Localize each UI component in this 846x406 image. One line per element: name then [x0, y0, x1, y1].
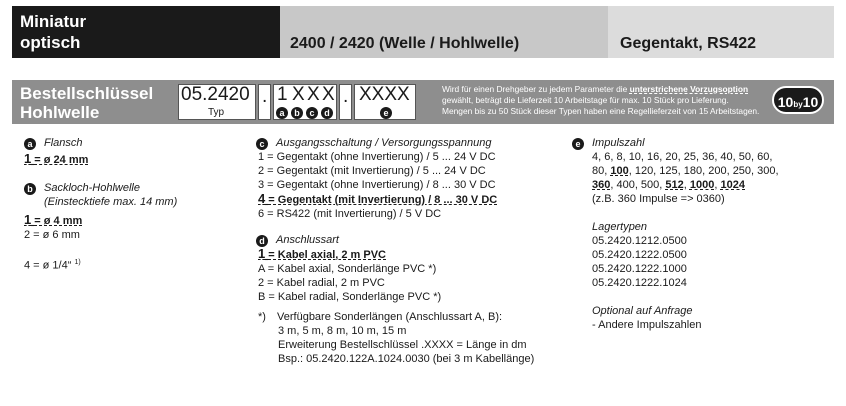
marker-c-icon: c — [306, 107, 318, 119]
logo-mid: by — [793, 100, 803, 109]
optional-heading: Optional auf Anfrage — [592, 305, 693, 317]
pulses-default-360: 360 — [592, 179, 611, 191]
output-opt4-text: = Gegentakt (mit Invertierung) / 8 ... 30 V DC — [268, 194, 498, 206]
shaft-opt2: 2 = ø 6 mm — [24, 229, 80, 241]
type-label: Typ — [208, 107, 225, 118]
marker-a-icon: a — [24, 138, 36, 150]
suffix-code: XXXX — [359, 84, 410, 105]
output-opt6: 6 = RS422 (mit Invertierung) / 5 V DC — [258, 208, 442, 220]
delivery-info — [442, 84, 762, 117]
dot-2: . — [343, 86, 349, 107]
type-code: 05.2420 — [181, 84, 250, 105]
connection-opt1-code: 1 — [258, 246, 266, 261]
placeholder-b: X — [292, 84, 305, 105]
note-line2: 3 m, 5 m, 8 m, 10 m, 15 m — [278, 325, 407, 337]
column-pulses — [572, 136, 834, 332]
output-title: Gegentakt, RS422 — [620, 35, 757, 52]
pulses-default-1000: 1000 — [689, 179, 715, 191]
dot-box-2 — [339, 84, 352, 120]
column-flange-shaft — [24, 136, 234, 273]
stock-type-3: 05.2420.1222.1000 — [592, 263, 687, 275]
info-line1: Wird für einen Drehgeber zu jedem Parameter die — [442, 84, 628, 94]
pulses-default-1024: 1024 — [720, 179, 745, 191]
suffix-box — [354, 84, 416, 120]
flange-heading: Flansch — [44, 137, 83, 149]
output-opt1: 1 = Gegentakt (ohne Invertierung) / 5 ... 24 V DC — [258, 151, 496, 163]
pulses-l2-a: 80, — [592, 165, 608, 177]
pulses-l3-b: , 400, 500, — [610, 179, 663, 191]
fixed-digit: 1 — [277, 84, 288, 105]
model-title: 2400 / 2420 (Welle / Hohlwelle) — [290, 35, 520, 52]
logo-right: 10 — [802, 94, 819, 110]
ten-by-ten-logo — [772, 86, 824, 114]
note-line1: Verfügbare Sonderlängen (Anschlussart A, B): — [277, 311, 503, 323]
marker-b-icon: b — [291, 107, 303, 119]
output-header — [608, 6, 834, 58]
marker-d-icon: d — [256, 235, 268, 247]
pulses-default-512: 512 — [665, 179, 684, 191]
stock-type-1: 05.2420.1212.0500 — [592, 235, 687, 247]
flange-opt1-code: 1 — [24, 151, 32, 166]
type-code-box — [178, 84, 256, 120]
shaft-subheading: (Einstecktiefe max. 14 mm) — [44, 196, 178, 208]
marker-a-icon: a — [276, 107, 288, 119]
marker-e-icon: e — [572, 138, 584, 150]
optional-item-1: - Andere Impulszahlen — [592, 319, 702, 331]
info-emphasis: unterstrichene Vorzugsoption — [629, 84, 749, 94]
shaft-opt1-code: 1 — [24, 212, 32, 227]
category-line2: optisch — [20, 33, 81, 52]
note-mark: *) — [258, 311, 266, 323]
order-key-title — [20, 84, 153, 122]
category-header — [12, 6, 280, 58]
dot-box-1 — [258, 84, 271, 120]
dot-1: . — [262, 86, 268, 107]
output-opt2: 2 = Gegentakt (mit Invertierung) / 5 ... 24 V DC — [258, 165, 486, 177]
connection-opt1-text: = Kabel axial, 2 m PVC — [268, 249, 386, 261]
stock-heading: Lagertypen — [592, 221, 648, 233]
marker-c-icon: c — [256, 138, 268, 150]
stock-type-4: 05.2420.1222.1024 — [592, 277, 687, 289]
stock-type-2: 05.2420.1222.0500 — [592, 249, 687, 261]
shaft-opt4-note: 1) — [74, 259, 81, 266]
connection-heading: Anschlussart — [276, 234, 339, 246]
pulses-heading: Impulszahl — [592, 137, 645, 149]
model-header — [280, 6, 608, 58]
marker-e-icon: e — [380, 107, 392, 119]
note-line3: Erweiterung Bestellschlüssel .XXXX = Länge in dm — [278, 339, 527, 351]
pulses-l3-f: , — [714, 179, 718, 191]
options-box — [273, 84, 337, 120]
placeholder-c: X — [307, 84, 320, 105]
output-opt4-code: 4 — [258, 191, 266, 206]
marker-d-icon: d — [321, 107, 333, 119]
order-key-title-line2: Hohlwelle — [20, 103, 100, 122]
shaft-opt1-text: = ø 4 mm — [34, 215, 83, 227]
info-line2: gewählt, beträgt die Lieferzeit 10 Arbeitstage für max. 10 Stück pro Lieferung. — [442, 95, 729, 105]
category-line1: Miniatur — [20, 12, 87, 31]
connection-optA: A = Kabel axial, Sonderlänge PVC *) — [258, 263, 437, 275]
info-line3: Mengen bis zu 50 Stück dieser Typen haben eine Regellieferzeit von 15 Arbeitstagen. — [442, 106, 760, 116]
marker-b-icon: b — [24, 183, 36, 195]
connection-opt2: 2 = Kabel radial, 2 m PVC — [258, 277, 385, 289]
order-key-title-line1: Bestellschlüssel — [20, 84, 154, 103]
pulses-example: (z.B. 360 Impulse => 0360) — [592, 193, 725, 205]
pulses-l2-c: , 120, 125, 180, 200, 250, 300, — [628, 165, 779, 177]
flange-opt1-text: = ø 24 mm — [34, 154, 89, 166]
pulses-l3-d: , — [683, 179, 687, 191]
output-heading: Ausgangsschaltung / Versorgungsspannung — [276, 137, 492, 149]
connection-optB: B = Kabel radial, Sonderlänge PVC *) — [258, 291, 442, 303]
shaft-heading: Sackloch-Hohlwelle — [44, 182, 140, 194]
pulses-line1: 4, 6, 8, 10, 16, 20, 25, 36, 40, 50, 60, — [592, 151, 773, 163]
output-opt3: 3 = Gegentakt (ohne Invertierung) / 8 ... 30 V DC — [258, 179, 496, 191]
note-line4: Bsp.: 05.2420.122A.1024.0030 (bei 3 m Kabellänge) — [278, 353, 535, 365]
column-output-connection — [256, 136, 556, 366]
pulses-default-100: 100 — [610, 165, 629, 177]
logo-left: 10 — [777, 94, 794, 110]
shaft-opt4: 4 = ø 1/4“ — [24, 259, 72, 272]
placeholder-d: X — [322, 84, 335, 105]
